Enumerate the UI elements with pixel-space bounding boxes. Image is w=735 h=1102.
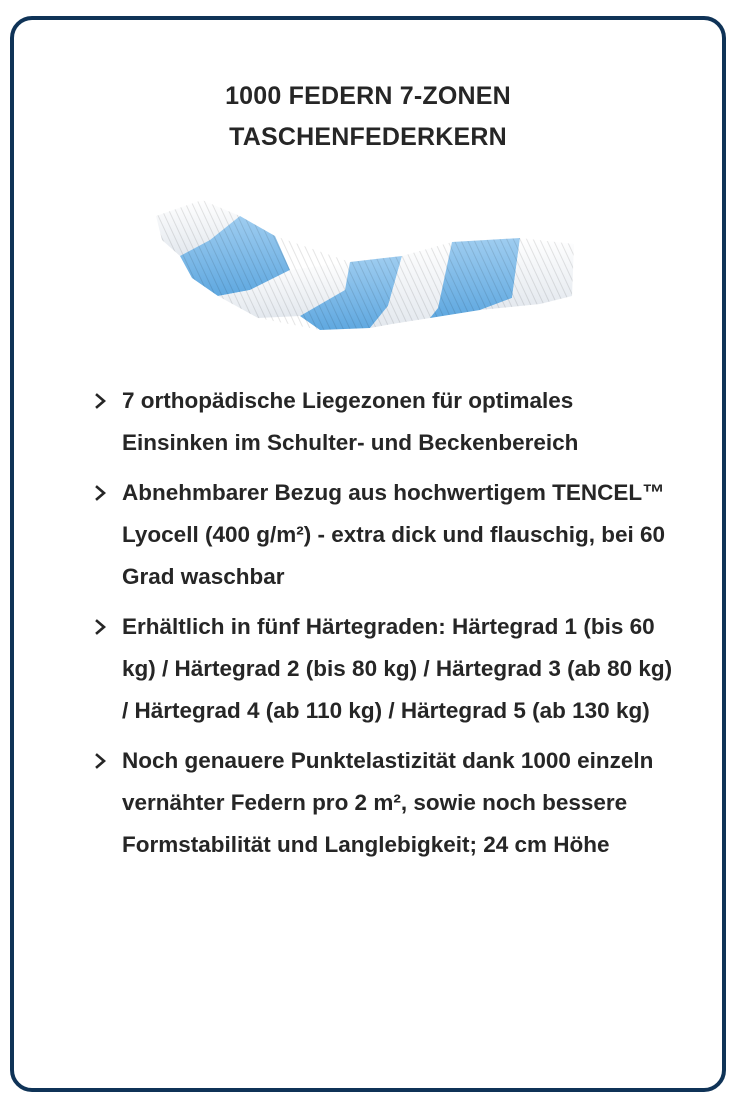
chevron-right-icon (94, 485, 108, 501)
feature-text: Noch genauere Punktelastizität dank 1000 einzeln vernähter Federn pro 2 m², sowie noch bessere Formstabilität und Langlebigkeit; 24 cm Höhe (122, 748, 654, 857)
feature-text: 7 orthopädische Liegezonen für optimales Einsinken im Schulter- und Beckenbereich (122, 388, 579, 455)
chevron-right-icon (94, 753, 108, 769)
mattress-image (140, 178, 590, 343)
feature-text: Abnehmbarer Bezug aus hochwertigem TENCEL™ Lyocell (400 g/m²) - extra dick und flauschig, bei 60 Grad waschbar (122, 480, 666, 589)
product-title-line-1: 1000 FEDERN 7-ZONEN (225, 82, 511, 110)
chevron-right-icon (94, 619, 108, 635)
feature-item (80, 380, 680, 464)
product-title (14, 76, 722, 158)
chevron-right-icon (94, 393, 108, 409)
feature-item (80, 606, 680, 732)
feature-text: Erhältlich in fünf Härtegraden: Härtegrad 1 (bis 60 kg) / Härtegrad 2 (bis 80 kg) / Härtegrad 3 (ab 80 kg) / Härtegrad 4 (ab 110 kg) / Härtegrad 5 (ab 130 kg) (122, 614, 673, 723)
feature-item (80, 472, 680, 598)
feature-list (80, 380, 680, 874)
feature-item (80, 740, 680, 866)
product-title-line-2: TASCHENFEDERKERN (229, 123, 507, 151)
